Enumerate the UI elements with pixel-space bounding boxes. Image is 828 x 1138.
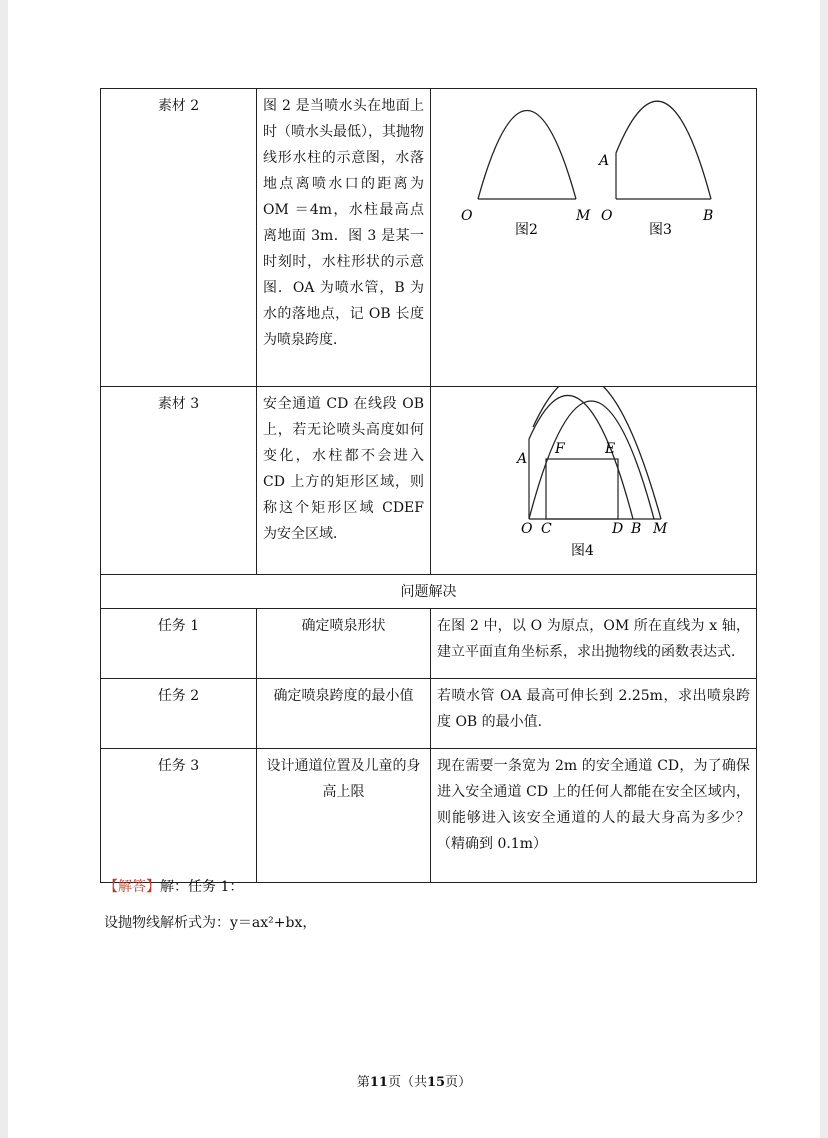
point-A-fig4: A (517, 451, 528, 467)
figure-3 (597, 101, 713, 238)
answer-formula: 设抛物线解析式为：y＝ax²+bx， (104, 915, 317, 931)
figure-2 (461, 111, 591, 239)
answer-intro (104, 876, 243, 898)
parabola-inner-fig4 (529, 401, 654, 519)
parabola-outer2-fig4 (533, 387, 661, 519)
answer-tag: 【解答】 (104, 879, 160, 895)
safe-area-CDEF (546, 459, 618, 519)
material-3-label: 素材 3 (101, 387, 257, 575)
answer-text: 解：任务 1： (160, 879, 244, 895)
figure-2-and-3 (431, 89, 757, 259)
figure-4 (431, 387, 757, 565)
task-3-label: 任务 3 (101, 749, 257, 883)
point-F-fig4: F (555, 441, 565, 457)
page-footer (8, 1071, 820, 1090)
material-3-row (101, 387, 757, 575)
task-3-row (101, 749, 757, 883)
material-2-label: 素材 2 (101, 89, 257, 387)
task-1-label: 任务 1 (101, 609, 257, 679)
point-B-fig3: B (703, 208, 714, 224)
point-B-fig4: B (631, 521, 642, 537)
footer-mid: 页（共 (387, 1075, 427, 1090)
footer-suffix: 页） (445, 1075, 472, 1090)
material-3-text: 安全通道 CD 在线段 OB 上，若无论喷头高度如何变化，水柱都不会进入 CD 上方的矩形区域，则称这个矩形区域 CDEF 为安全区域． (263, 396, 424, 542)
material-2-row (101, 89, 757, 387)
section-header: 问题解决 (101, 575, 757, 609)
point-O-fig3: O (601, 208, 613, 224)
material-2-figures (431, 89, 757, 387)
task-2-row (101, 679, 757, 749)
point-D-fig4: D (612, 521, 624, 537)
task-2-label: 任务 2 (101, 679, 257, 749)
parabola-fig2 (478, 111, 576, 200)
footer-prefix: 第 (356, 1075, 370, 1090)
point-C-fig4: C (541, 521, 552, 537)
task-1-title: 确定喷泉形状 (257, 609, 431, 679)
footer-page-number: 11 (369, 1075, 388, 1090)
figure-3-caption: 图3 (649, 222, 672, 238)
point-O-fig2: O (461, 208, 473, 224)
problem-table (100, 88, 757, 883)
task-2-title: 确定喷泉跨度的最小值 (257, 679, 431, 749)
figure-2-caption: 图2 (515, 222, 538, 238)
task-3-title: 设计通道位置及儿童的身高上限 (257, 749, 431, 883)
task-1-row (101, 609, 757, 679)
task-3-content: 现在需要一条宽为 2m 的安全通道 CD，为了确保进入安全通道 CD 上的任何人都能在安全区域内，则能够进入该安全通道的人的最大身高为多少？（精确到 0.1m） (437, 758, 750, 852)
material-3-figure (431, 387, 757, 575)
point-O-fig4: O (521, 521, 533, 537)
figure-4-caption: 图4 (571, 543, 594, 559)
footer-total-pages: 15 (427, 1075, 446, 1090)
task-1-content: 在图 2 中，以 O 为原点，OM 所在直线为 x 轴，建立平面直角坐标系，求出抛物线的函数表达式． (437, 618, 750, 660)
point-M-fig2: M (576, 208, 591, 224)
point-E-fig4: E (605, 441, 616, 457)
document-page (8, 0, 820, 1138)
material-2-text: 图 2 是当喷水头在地面上时（喷水头最低），其抛物线形水柱的示意图，水落地点离喷水口的距离为 OM ＝4m，水柱最高点离地面 3m．图 3 是某一时刻时，水柱形状的示意图．OA 为喷水管，B 为水的落地点，记 OB 长度为喷泉跨度． (263, 98, 424, 348)
task-2-content: 若喷水管 OA 最高可伸长到 2.25m，求出喷泉跨度 OB 的最小值． (437, 688, 750, 730)
point-M-fig4: M (653, 521, 668, 537)
section-header-row (101, 575, 757, 609)
point-A-fig3: A (599, 153, 610, 169)
parabola-fig3 (616, 101, 711, 199)
